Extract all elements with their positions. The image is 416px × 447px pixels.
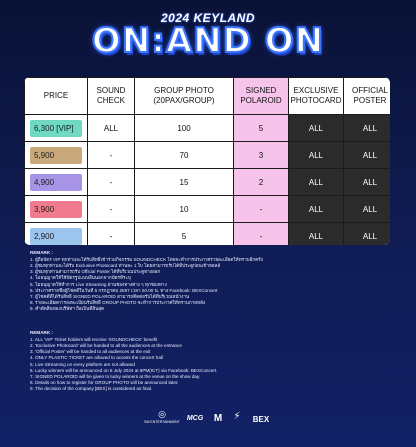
remark-line: 7. SIGNED POLAROID will be given to lucky winners at the venue on the show day. [30, 373, 201, 379]
remark-line: 6. Lucky winners will be announced on 5 July 2024 at 8PM(ICT) via Facebook: BEXConcert. [30, 367, 218, 373]
official-poster-cell: ALL [344, 115, 391, 142]
official-poster-cell: ALL [344, 142, 391, 169]
poster-header [0, 0, 416, 70]
bex-logo: BEX [252, 415, 270, 424]
exclusive-photocard-cell: ALL [289, 115, 344, 142]
remark-line: 9. The decision of the company [BEX] is considered as final. [30, 386, 153, 392]
table-row [25, 223, 391, 246]
event-subtitle: 2024 KEYLAND [160, 11, 256, 25]
price-tier-badge: 5,900 [30, 147, 82, 164]
bolt-icon: ⚡ [233, 411, 241, 422]
price-cell [25, 196, 88, 223]
sound-check-cell: - [88, 196, 135, 223]
price-cell [25, 142, 88, 169]
table-row [25, 142, 391, 169]
remarks-thai [30, 250, 400, 313]
sound-check-cell: - [88, 142, 135, 169]
ticket-benefits-table [24, 77, 390, 245]
price-cell [25, 223, 88, 246]
event-logo: ON:AND ON [91, 21, 325, 61]
remark-line: 6. ประกาศรายชื่อผู้โชคดีในวันที่ 5 กรกฎาคม 2567 เวลา 20.00 น. ทาง Facebook: BEXConcert [30, 287, 218, 293]
sound-check-cell: - [88, 223, 135, 246]
remark-line: 2. 'Exclusive Photocard' will be handed to all the audiences at the entrance [30, 342, 182, 348]
remarks-english-title: REMARK : [30, 330, 53, 335]
remark-line: 7. ผู้โชคดีที่ได้รับสิทธิ์ SIGNED POLAROID สามารถติดต่อรับได้ที่บริเวณหน้างาน [30, 293, 190, 299]
group-photo-cell: 10 [135, 196, 234, 223]
price-tier-badge: 3,900 [30, 201, 82, 218]
remarks-english [30, 330, 400, 393]
remark-line: 1. ผู้ถือบัตร VIP ทุกท่านจะได้รับสิทธิ์เข้าร่วมกิจกรรม SOUNDCHECK โดยจะทำการประกาศรายละเอียดให้ทราบอีกครั้ง [30, 256, 263, 262]
signed-polaroid-cell: 3 [234, 142, 289, 169]
table-row [25, 169, 391, 196]
m-logo: M [213, 413, 223, 424]
remark-line: 3. 'Official Poster' will be handed to all audiences at the exit [30, 349, 151, 355]
table-row [25, 196, 391, 223]
header-signed-polaroid: SIGNED POLAROID [234, 78, 289, 115]
remarks-thai-title: REMARK : [30, 250, 53, 255]
remark-line: 5. ไม่อนุญาตให้ทำการ Live Streaming ผ่านช่องทางต่าง ๆ ทุกช่องทาง [30, 281, 167, 287]
exclusive-photocard-cell: ALL [289, 142, 344, 169]
official-poster-cell: ALL [344, 169, 391, 196]
header-price: PRICE [25, 78, 88, 115]
header-group-photo: GROUP PHOTO (20PAX/GROUP) [135, 78, 234, 115]
header-sound-check: SOUND CHECK [88, 78, 135, 115]
remark-line: 3. ผู้ชมทุกท่านสามารถรับ Official Poster ได้ที่บริเวณประตูทางออก [30, 269, 161, 275]
price-cell [25, 169, 88, 196]
group-photo-cell: 5 [135, 223, 234, 246]
remark-line: 1. ALL 'VIP' Ticket holders will receive 'SOUNDCHECK' benefit [30, 336, 158, 342]
group-photo-cell: 70 [135, 142, 234, 169]
group-photo-cell: 100 [135, 115, 234, 142]
mcg-logo: MCG [186, 415, 204, 422]
exclusive-photocard-cell: ALL [289, 223, 344, 246]
table-row [25, 115, 391, 142]
exclusive-photocard-cell: ALL [289, 196, 344, 223]
remark-line: 8. รายละเอียดการลงทะเบียนรับสิทธิ์ GROUP PHOTO จะทำการประกาศให้ทราบภายหลัง [30, 300, 206, 306]
table-header-row [25, 78, 391, 115]
remark-line: 4. ไม่อนุญาตให้ใช้บัตรรูปแบบอื่นนอกจากบัตรที่ระบุ [30, 275, 131, 281]
signed-polaroid-cell: - [234, 196, 289, 223]
sound-check-cell: - [88, 169, 135, 196]
signed-polaroid-cell: 2 [234, 169, 289, 196]
price-cell [25, 115, 88, 142]
price-tier-badge: 2,900 [30, 228, 82, 245]
signed-polaroid-cell: - [234, 223, 289, 246]
sm-entertainment-logo: ◎ SM ENTERTAINMENT [144, 409, 180, 424]
sound-check-cell: ALL [88, 115, 135, 142]
exclusive-photocard-cell: ALL [289, 169, 344, 196]
header-exclusive-photocard: EXCLUSIVE PHOTOCARD [289, 78, 344, 115]
price-tier-badge: 4,900 [30, 174, 82, 191]
sponsor-footer [0, 405, 416, 435]
price-tier-badge: 6,300 [VIP] [30, 120, 82, 137]
remark-line: 5. Live Streaming on every platform are not allowed [30, 361, 135, 367]
header-official-poster: OFFICIAL POSTER [344, 78, 391, 115]
signed-polaroid-cell: 5 [234, 115, 289, 142]
remark-line: 4. ONLY PLASTIC TICKET are allowed to access the concert hall [30, 355, 163, 361]
official-poster-cell: ALL [344, 223, 391, 246]
remark-line: 8. Details on how to register for GROUP PHOTO will be announced later. [30, 380, 179, 386]
group-photo-cell: 15 [135, 169, 234, 196]
remark-line: 9. คำตัดสินของบริษัทฯ ถือเป็นที่สิ้นสุด [30, 306, 105, 312]
official-poster-cell: ALL [344, 196, 391, 223]
remark-line: 2. ผู้ชมทุกท่านจะได้รับ Exclusive Photocard ท่านละ 1 ใบ โดยสามารถรับได้ที่ประตูก่อนเข้าฮอลล์ [30, 262, 221, 268]
